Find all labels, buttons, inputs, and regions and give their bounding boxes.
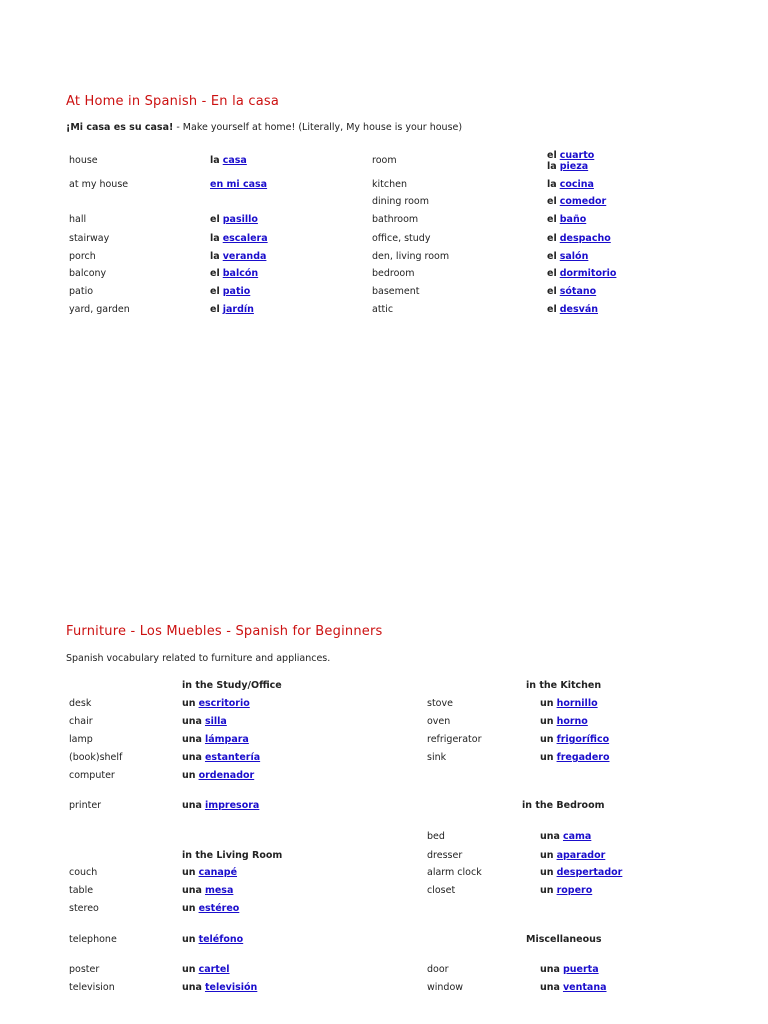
article: la bbox=[210, 251, 220, 262]
article: una bbox=[182, 800, 202, 811]
spanish-term bbox=[182, 964, 230, 975]
article: un bbox=[540, 850, 554, 861]
english-term: window bbox=[427, 982, 464, 993]
article: una bbox=[182, 716, 202, 727]
english-term: kitchen bbox=[372, 179, 407, 190]
vocab-link-patio[interactable]: patio bbox=[222, 286, 251, 297]
vocab-link-desván[interactable]: desván bbox=[559, 304, 598, 315]
spanish-term bbox=[182, 734, 249, 745]
spanish-term bbox=[540, 964, 599, 975]
english-term: hall bbox=[69, 214, 87, 225]
spanish-term bbox=[540, 734, 609, 745]
heading-miscellaneous: Miscellaneous bbox=[526, 934, 602, 945]
spanish-term bbox=[210, 304, 254, 315]
english-term: desk bbox=[69, 698, 92, 709]
english-term: alarm clock bbox=[427, 867, 482, 878]
english-term: stereo bbox=[69, 903, 99, 914]
article: un bbox=[182, 867, 196, 878]
vocab-link-silla[interactable]: silla bbox=[204, 716, 227, 727]
article: el bbox=[210, 214, 220, 225]
article: una bbox=[182, 982, 202, 993]
vocab-link-cocina[interactable]: cocina bbox=[559, 179, 594, 190]
vocab-link-escalera[interactable]: escalera bbox=[222, 233, 268, 244]
english-term: bathroom bbox=[372, 214, 419, 225]
article: una bbox=[540, 982, 560, 993]
english-term: house bbox=[69, 155, 98, 166]
vocab-link-ropero[interactable]: ropero bbox=[556, 885, 593, 896]
article: la bbox=[547, 161, 557, 172]
english-term: couch bbox=[69, 867, 98, 878]
vocab-link-ordenador[interactable]: ordenador bbox=[198, 770, 255, 781]
spanish-term bbox=[547, 196, 606, 207]
vocab-link-estéreo[interactable]: estéreo bbox=[198, 903, 240, 914]
spanish-term bbox=[210, 214, 258, 225]
english-term: sink bbox=[427, 752, 447, 763]
vocab-link-en-mi-casa[interactable]: en mi casa bbox=[210, 179, 268, 190]
article: la bbox=[547, 179, 557, 190]
spanish-term bbox=[540, 982, 607, 993]
english-term: oven bbox=[427, 716, 451, 727]
english-term: patio bbox=[69, 286, 94, 297]
english-term: printer bbox=[69, 800, 102, 811]
spanish-term bbox=[182, 903, 239, 914]
english-term: den, living room bbox=[372, 251, 450, 262]
spanish-term bbox=[540, 716, 588, 727]
spanish-term bbox=[182, 867, 237, 878]
vocab-link-canapé[interactable]: canapé bbox=[198, 867, 238, 878]
vocab-link-lámpara[interactable]: lámpara bbox=[204, 734, 249, 745]
vocab-link-pieza[interactable]: pieza bbox=[559, 161, 589, 172]
english-term: (book)shelf bbox=[69, 752, 123, 763]
article: el bbox=[547, 304, 557, 315]
english-term: at my house bbox=[69, 179, 129, 190]
vocab-link-horno[interactable]: horno bbox=[556, 716, 588, 727]
spanish-term bbox=[182, 800, 259, 811]
english-term: telephone bbox=[69, 934, 117, 945]
article: la bbox=[210, 233, 220, 244]
english-term: chair bbox=[69, 716, 93, 727]
article: un bbox=[540, 752, 554, 763]
section-title-at-home: At Home in Spanish - En la casa bbox=[66, 94, 280, 109]
heading-study-office: in the Study/Office bbox=[182, 680, 282, 691]
vocab-link-escritorio[interactable]: escritorio bbox=[198, 698, 250, 709]
vocab-link-impresora[interactable]: impresora bbox=[204, 800, 260, 811]
english-term: yard, garden bbox=[69, 304, 130, 315]
vocab-link-teléfono[interactable]: teléfono bbox=[198, 934, 244, 945]
spanish-term bbox=[210, 179, 267, 190]
spanish-term bbox=[547, 286, 596, 297]
heading-living-room: in the Living Room bbox=[182, 850, 283, 861]
spanish-term bbox=[182, 934, 243, 945]
spanish-term bbox=[547, 251, 588, 262]
vocab-link-televisión[interactable]: televisión bbox=[204, 982, 258, 993]
vocab-link-aparador[interactable]: aparador bbox=[556, 850, 606, 861]
english-term: door bbox=[427, 964, 449, 975]
article: el bbox=[547, 251, 557, 262]
spanish-term bbox=[182, 885, 233, 896]
vocab-link-casa[interactable]: casa bbox=[222, 155, 247, 166]
vocab-link-cuarto[interactable]: cuarto bbox=[559, 150, 595, 161]
article: un bbox=[540, 734, 554, 745]
article: el bbox=[547, 150, 557, 161]
english-term: dining room bbox=[372, 196, 429, 207]
english-term: lamp bbox=[69, 734, 93, 745]
article: un bbox=[182, 934, 196, 945]
english-term: office, study bbox=[372, 233, 431, 244]
english-term: closet bbox=[427, 885, 456, 896]
vocab-link-ventana[interactable]: ventana bbox=[562, 982, 607, 993]
article: una bbox=[182, 734, 202, 745]
intro-text bbox=[66, 122, 462, 133]
spanish-term bbox=[540, 831, 591, 842]
spanish-term bbox=[210, 268, 258, 279]
spanish-term bbox=[547, 214, 586, 225]
vocab-link-dormitorio[interactable]: dormitorio bbox=[559, 268, 617, 279]
english-term: stove bbox=[427, 698, 453, 709]
spanish-term bbox=[182, 770, 254, 781]
english-term: basement bbox=[372, 286, 420, 297]
vocab-link-baño[interactable]: baño bbox=[559, 214, 587, 225]
vocab-link-pasillo[interactable]: pasillo bbox=[222, 214, 258, 225]
article: un bbox=[182, 698, 196, 709]
article: un bbox=[540, 885, 554, 896]
vocab-link-salón[interactable]: salón bbox=[559, 251, 589, 262]
vocab-link-frigorífico[interactable]: frigorífico bbox=[556, 734, 610, 745]
spanish-term bbox=[540, 867, 622, 878]
article: el bbox=[210, 304, 220, 315]
vocab-link-estantería[interactable]: estantería bbox=[204, 752, 261, 763]
article: el bbox=[547, 233, 557, 244]
vocab-link-fregadero[interactable]: fregadero bbox=[556, 752, 610, 763]
english-term: porch bbox=[69, 251, 96, 262]
spanish-term bbox=[540, 885, 592, 896]
english-term: attic bbox=[372, 304, 394, 315]
intro-bold: ¡Mi casa es su casa! bbox=[66, 122, 174, 133]
english-term: refrigerator bbox=[427, 734, 482, 745]
vocab-link-cartel[interactable]: cartel bbox=[198, 964, 230, 975]
english-term: bedroom bbox=[372, 268, 415, 279]
article: un bbox=[540, 716, 554, 727]
furniture-intro: Spanish vocabulary related to furniture and appliances. bbox=[66, 653, 331, 664]
vocab-link-cama[interactable]: cama bbox=[562, 831, 592, 842]
article: un bbox=[182, 903, 196, 914]
article: el bbox=[547, 268, 557, 279]
spanish-term bbox=[540, 752, 610, 763]
english-term: stairway bbox=[69, 233, 110, 244]
article: una bbox=[540, 831, 560, 842]
english-term: poster bbox=[69, 964, 100, 975]
vocab-link-balcón[interactable]: balcón bbox=[222, 268, 259, 279]
heading-kitchen: in the Kitchen bbox=[526, 680, 602, 691]
vocab-link-puerta[interactable]: puerta bbox=[562, 964, 599, 975]
spanish-term bbox=[182, 698, 250, 709]
spanish-term bbox=[210, 251, 266, 262]
article: una bbox=[540, 964, 560, 975]
heading-bedroom: in the Bedroom bbox=[522, 800, 605, 811]
spanish-term bbox=[547, 268, 616, 279]
article: un bbox=[540, 698, 554, 709]
article: una bbox=[182, 752, 202, 763]
spanish-term bbox=[547, 233, 611, 244]
article: un bbox=[182, 964, 196, 975]
spanish-term bbox=[547, 304, 598, 315]
section-title-furniture: Furniture - Los Muebles - Spanish for Beginners bbox=[66, 624, 383, 639]
english-term: dresser bbox=[427, 850, 463, 861]
spanish-term bbox=[182, 752, 260, 763]
article: el bbox=[547, 196, 557, 207]
vocab-link-sótano[interactable]: sótano bbox=[559, 286, 597, 297]
spanish-term bbox=[547, 179, 594, 190]
spanish-term bbox=[210, 155, 247, 166]
english-term: computer bbox=[69, 770, 115, 781]
vocab-link-hornillo[interactable]: hornillo bbox=[556, 698, 598, 709]
spanish-term bbox=[540, 698, 598, 709]
article: el bbox=[210, 286, 220, 297]
spanish-term bbox=[540, 850, 605, 861]
vocab-link-jardín[interactable]: jardín bbox=[222, 304, 254, 315]
article: una bbox=[182, 885, 202, 896]
article: un bbox=[540, 867, 554, 878]
article: la bbox=[210, 155, 220, 166]
spanish-term bbox=[182, 982, 257, 993]
article: el bbox=[547, 286, 557, 297]
vocab-link-mesa[interactable]: mesa bbox=[204, 885, 234, 896]
article: el bbox=[210, 268, 220, 279]
english-term: television bbox=[69, 982, 115, 993]
intro-rest: - Make yourself at home! (Literally, My house is your house) bbox=[173, 122, 463, 133]
english-term: table bbox=[69, 885, 94, 896]
vocab-link-comedor[interactable]: comedor bbox=[559, 196, 607, 207]
vocab-link-despertador[interactable]: despertador bbox=[556, 867, 623, 878]
english-term: room bbox=[372, 155, 397, 166]
article: el bbox=[547, 214, 557, 225]
english-term: balcony bbox=[69, 268, 107, 279]
vocab-link-veranda[interactable]: veranda bbox=[222, 251, 267, 262]
vocab-link-despacho[interactable]: despacho bbox=[559, 233, 611, 244]
spanish-term bbox=[210, 286, 250, 297]
english-term: bed bbox=[427, 831, 445, 842]
spanish-term bbox=[182, 716, 227, 727]
article: un bbox=[182, 770, 196, 781]
spanish-term bbox=[210, 233, 268, 244]
spanish-term bbox=[547, 150, 594, 172]
